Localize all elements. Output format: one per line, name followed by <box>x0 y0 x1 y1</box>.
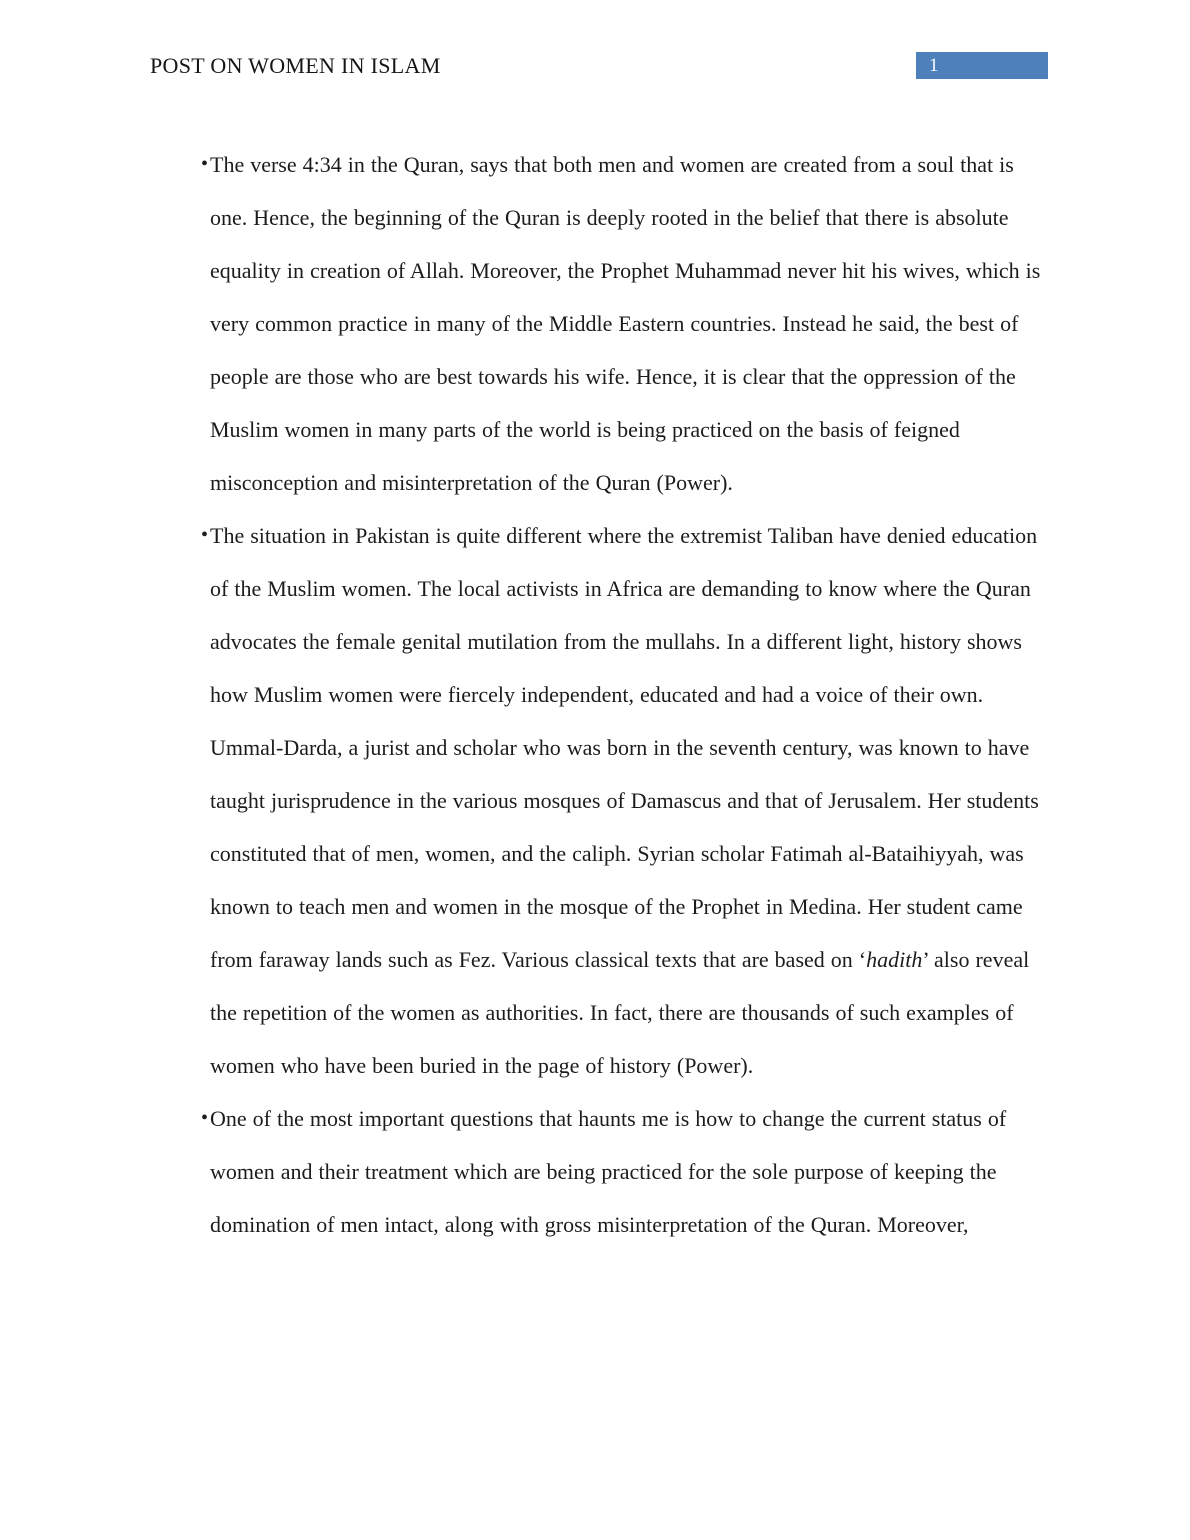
document-body <box>150 138 1048 1251</box>
bullet-item-3 <box>150 1092 1048 1251</box>
bullet-text-1: The verse 4:34 in the Quran, says that both men and women are created from a soul that is one. Hence, the beginning of the Quran is deeply rooted in the belief that there is absolute equality in creation of Allah. Moreover, the Prophet Muhammad never hit his wives, which is very common practice in many of the Middle Eastern countries. Instead he said, the best of people are those who are best towards his wife. Hence, it is clear that the oppression of the Muslim women in many parts of the world is being practiced on the basis of feigned misconception and misinterpretation of the Quran (Power). <box>210 152 1041 495</box>
bullet-item-1 <box>150 138 1048 509</box>
running-head-title: POST ON WOMEN IN ISLAM <box>150 53 441 78</box>
bullet-icon: • <box>201 524 209 546</box>
bullet-text-3: One of the most important questions that haunts me is how to change the current status of women and their treatment which are being practiced for the sole purpose of keeping the domination of men intact, along with gross misinterpretation of the Quran. Moreover, <box>210 1106 1007 1237</box>
bullet-text-2 <box>210 509 1048 1092</box>
bullet-item-2 <box>150 509 1048 1092</box>
bullet-text-2-before-italic: The situation in Pakistan is quite different where the extremist Taliban have denied education of the Muslim women. The local activists in Africa are demanding to know where the Quran advocates the female genital mutilation from the mullahs. In a different light, history shows how Muslim women were fiercely independent, educated and had a voice of their own. Ummal-Darda, a jurist and scholar who was born in the seventh century, was known to have taught jurisprudence in the various mosques of Damascus and that of Jerusalem. Her students constituted that of men, women, and the caliph. Syrian scholar Fatimah al-Bataihiyyah, was known to teach men and women in the mosque of the Prophet in Medina. Her student came from faraway lands such as Fez. Various classical texts that are based on ‘ <box>210 523 1039 972</box>
bullet-text-2-after-italic: ’ also reveal the repetition of the women as authorities. In fact, there are thousands of such examples of women who have been buried in the page of history (Power). <box>210 947 1030 1078</box>
bullet-icon: • <box>201 1107 209 1129</box>
bullet-list <box>150 138 1048 1251</box>
bullet-text-2-italic-word: hadith <box>866 947 923 972</box>
page-header <box>150 52 1048 86</box>
page-number: 1 <box>929 55 939 76</box>
bullet-icon: • <box>201 153 209 175</box>
page-number-badge <box>916 52 1048 79</box>
